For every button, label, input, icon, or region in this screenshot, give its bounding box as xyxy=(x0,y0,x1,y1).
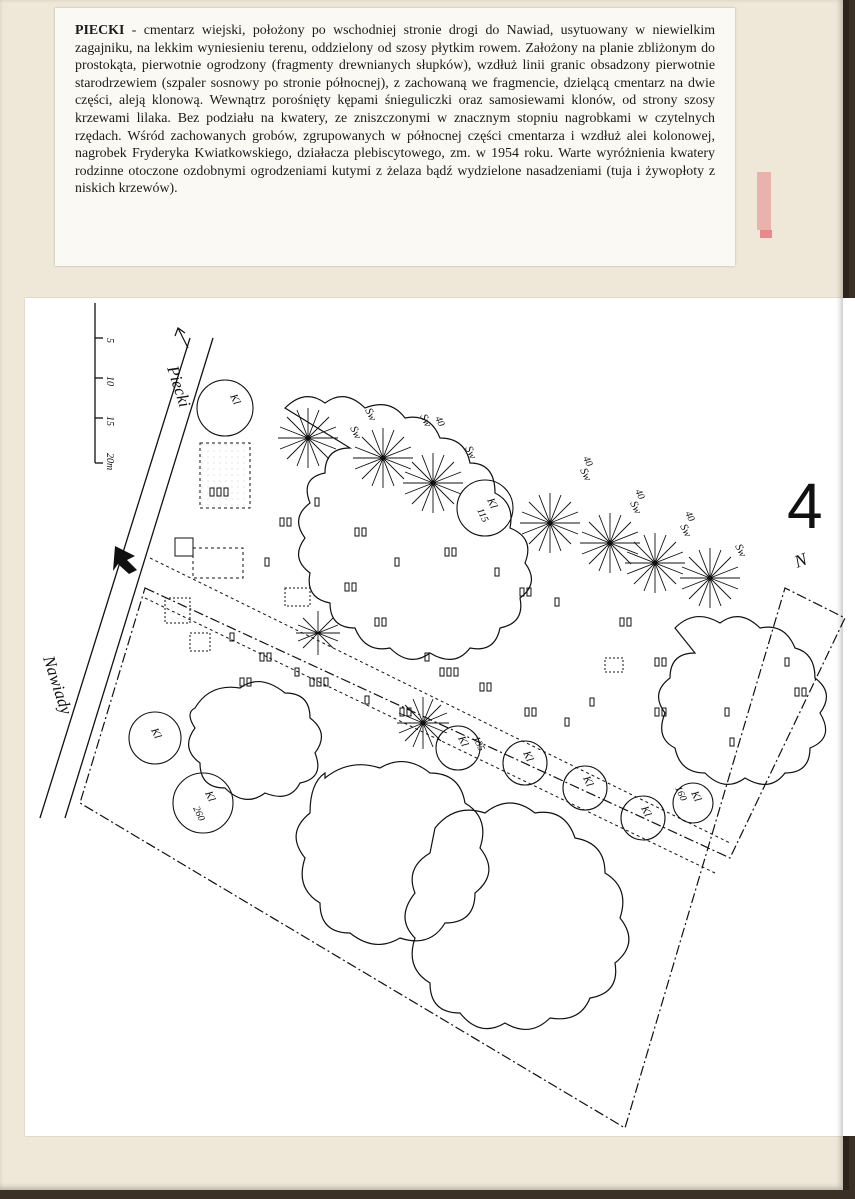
maple-label: Kl xyxy=(520,749,536,764)
scale-bar xyxy=(95,303,103,463)
cemetery-boundary xyxy=(80,588,845,1128)
tree-label: Sw xyxy=(677,522,694,539)
maple-label: Kl xyxy=(455,734,471,749)
scale-labels xyxy=(104,338,115,470)
tree-label: Sw xyxy=(577,466,594,483)
road-lines xyxy=(40,338,213,818)
tree-label: Sw xyxy=(417,412,434,429)
maple-label: Kl xyxy=(638,804,654,819)
tree-label: Sw xyxy=(627,499,644,516)
pine-tree xyxy=(625,533,685,593)
maple-tree xyxy=(173,773,233,833)
pine-tree xyxy=(580,513,640,573)
maple-label: Kl xyxy=(484,496,500,511)
cemetery-plan-sheet xyxy=(25,298,855,1136)
description-panel xyxy=(55,8,735,266)
road-label-north: Piecki xyxy=(163,363,195,410)
road-label-south: Nawiady xyxy=(39,653,76,717)
road-arrow-north xyxy=(175,328,188,348)
tree-number: 40 xyxy=(432,414,447,429)
tree-number: 40 xyxy=(632,487,647,502)
tree-number: 40 xyxy=(580,454,595,469)
red-stamp-mark-2 xyxy=(760,230,772,238)
pine-tree xyxy=(397,697,449,749)
maple-label: Kl xyxy=(148,726,164,741)
maple-label: Kl xyxy=(688,789,704,804)
maple-number: 260 xyxy=(190,804,207,823)
maple-label: Kl xyxy=(202,789,218,804)
maple-number: 135 xyxy=(470,734,487,753)
maple-number: 160 xyxy=(672,784,689,803)
maple-label: Kl xyxy=(580,774,596,789)
place-name: PIECKI xyxy=(75,23,125,38)
pine-tree xyxy=(680,548,740,608)
pine-tree xyxy=(353,428,413,488)
tree-label: Sw xyxy=(732,542,749,559)
tree-label: Sw xyxy=(462,444,479,461)
pine-tree xyxy=(403,453,463,513)
pine-tree xyxy=(520,493,580,553)
cemetery-plan-drawing xyxy=(25,298,855,1136)
sheet-number: 4 xyxy=(787,470,823,542)
red-stamp-mark xyxy=(757,172,771,230)
north-label: N xyxy=(791,548,810,572)
pine-trees xyxy=(278,408,740,749)
scale-tick-15: 15 xyxy=(104,416,115,426)
scale-tick-5: 5 xyxy=(104,338,115,343)
scale-tick-10: 10 xyxy=(104,376,115,386)
maple-label: Kl xyxy=(227,392,243,407)
maple-tree xyxy=(197,380,253,436)
tree-label: Sw xyxy=(362,406,379,423)
maple-number: 115 xyxy=(474,506,491,525)
description-paragraph xyxy=(75,22,715,198)
entrance-arrow xyxy=(113,546,137,574)
tree-label: Sw xyxy=(347,424,364,441)
scale-tick-20: 20m xyxy=(104,453,115,471)
family-plots xyxy=(165,443,310,651)
pine-tree xyxy=(278,408,338,468)
tree-number: 40 xyxy=(682,509,697,524)
description-text: - cmentarz wiejski, położony po wschodniej stronie drogi do Nawiad, usytuowany w niewielkim zagajniku, na lekkim wyniesieniu terenu, oddzielony od szosy płytkim rowem. Założony na planie zbliżonym do prostokąta, pierwotnie ogrodzony (fragmenty drewnianych słupków), wzdłuż linii granic obsadzony pierwotnie starodrzewiem (szpaler sosnowy po stronie północnej), z zachowaną we fragmencie, dzielącą cmentarz na dwie części, aleją klonową. Wewnątrz porośnięty kępami śnieguliczki oraz samosiewami klonów, od strony szosy krzewami lilaka. Bez podziału na kwatery, ze zniszczonymi w znacznym stopniu nagrobkami w czytelnych rzędach. Wśród zachowanych grobów, zgrupowanych w północnej części cmentarza i wzdłuż alei kolonowej, nagrobek Fryderyka Kwiatkowskiego, działacza plebiscytowego, zm. w 1954 roku. Warte wyróżnienia kwatery rodzinne otoczone ozdobnymi ogrodzeniami kutymi z żelaza bądź wydzielone nasadzeniami (tuja i żywopłoty z niskich krzewów). xyxy=(75,23,715,197)
